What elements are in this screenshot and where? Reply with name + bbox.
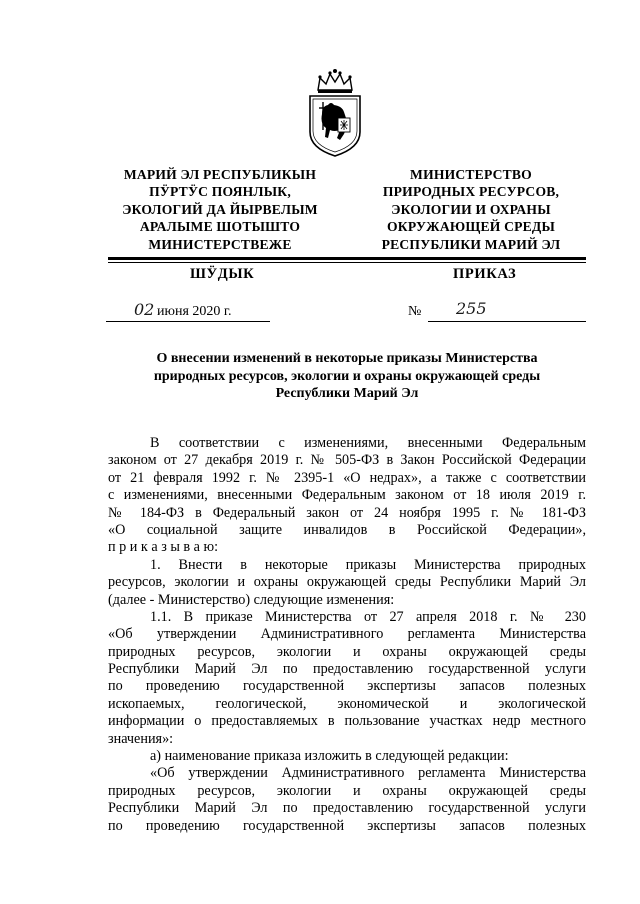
header-right-line: ЭКОЛОГИИ И ОХРАНЫ: [391, 201, 551, 217]
header-right-line: РЕСПУБЛИКИ МАРИЙ ЭЛ: [381, 236, 561, 252]
order-date-day: 02: [134, 300, 155, 319]
header-divider-thick: [108, 257, 586, 260]
header-right-line: МИНИСТЕРСТВО: [410, 167, 532, 182]
body-line: законом от 27 декабря 2019 г. № 505-ФЗ в Закон Российской Федерации: [108, 452, 586, 469]
body-line: ресурсов, экологии и охраны окружающей среды Республики Марий Эл: [108, 574, 586, 591]
header-left-line: ЭКОЛОГИЙ ДА ЙЫРВЕЛЫМ: [122, 201, 318, 217]
header-left-line: АРАЛЫМЕ ШОТЫШТО: [139, 219, 301, 235]
body-line: значения»:: [108, 730, 174, 747]
order-title-line: природных ресурсов, экологии и охраны окружающей среды: [153, 368, 541, 384]
header-left-line: МИНИСТЕРСТВЕЖЕ: [148, 236, 292, 252]
order-number-sign: №: [408, 304, 422, 319]
body-line: по проведению государственной экспертизы запасов полезных: [108, 678, 586, 695]
order-title: [108, 350, 586, 403]
header-left-line: ПӰРТӰС ПОЯНЛЫК,: [149, 184, 291, 200]
order-date-month-year: июня 2020 г.: [157, 304, 232, 319]
coat-of-arms-emblem: [304, 68, 366, 158]
body-line: по проведению государственной экспертизы запасов полезных: [108, 817, 586, 834]
body-line: информации о предоставляемых в пользование участках недр местного: [108, 713, 586, 730]
body-line: с изменениями, внесенными Федеральным законом от 18 июля 2019 г.: [108, 487, 586, 504]
header-divider-thin: [108, 262, 586, 263]
order-title-line: Республики Марий Эл: [275, 386, 419, 402]
body-line: от 21 февраля 1992 г. № 2395-1 «О недрах», а также с соответствии: [108, 469, 586, 486]
header-left-line: МАРИЙ ЭЛ РЕСПУБЛИКЫН: [123, 167, 317, 182]
doc-type-russian: ПРИКАЗ: [453, 266, 517, 282]
body-line: ископаемых, геологической, экономической и экологической: [108, 695, 586, 712]
body-line: (далее - Министерство) следующие изменения:: [108, 591, 395, 608]
body-line: «Об утверждении Административного регламента Министерства: [150, 765, 586, 782]
body-line: 1. Внести в некоторые приказы Министерства природных: [150, 556, 586, 573]
body-line: природных ресурсов, экологии и охраны окружающей среды: [108, 782, 586, 799]
order-body: [108, 435, 586, 835]
order-number-value: 255: [456, 299, 487, 318]
body-line: В соответствии с изменениями, внесенными Федеральным: [150, 435, 586, 451]
header-right-organization: [366, 166, 576, 253]
body-line: природных ресурсов, экологии и охраны окружающей среды: [108, 643, 586, 660]
body-line: «О социальной защите инвалидов в Российской Федерации»,: [108, 521, 586, 538]
body-line: п р и к а з ы в а ю:: [108, 539, 219, 556]
body-line: № 184-ФЗ в Федеральный закон от 24 ноября 1995 г. № 181-ФЗ: [108, 504, 586, 521]
doc-type-mari: ШӰДЫК: [190, 266, 255, 282]
order-number-field: [428, 299, 586, 322]
body-line: «Об утверждении Административного регламента Министерства: [108, 626, 586, 643]
body-line: а) наименование приказа изложить в следующей редакции:: [150, 748, 509, 765]
header-right-line: ОКРУЖАЮЩЕЙ СРЕДЫ: [387, 219, 555, 235]
header-left-organization: [100, 166, 340, 253]
order-date-field: [106, 300, 270, 322]
body-line: Республики Марий Эл по предоставлению государственной услуги: [108, 800, 586, 817]
header-right-line: ПРИРОДНЫХ РЕСУРСОВ,: [382, 184, 560, 200]
order-title-line: О внесении изменений в некоторые приказы Министерства: [156, 351, 538, 366]
body-line: 1.1. В приказе Министерства от 27 апреля 2018 г. № 230: [150, 608, 586, 625]
body-line: Республики Марий Эл по предоставлению государственной услуги: [108, 661, 586, 678]
